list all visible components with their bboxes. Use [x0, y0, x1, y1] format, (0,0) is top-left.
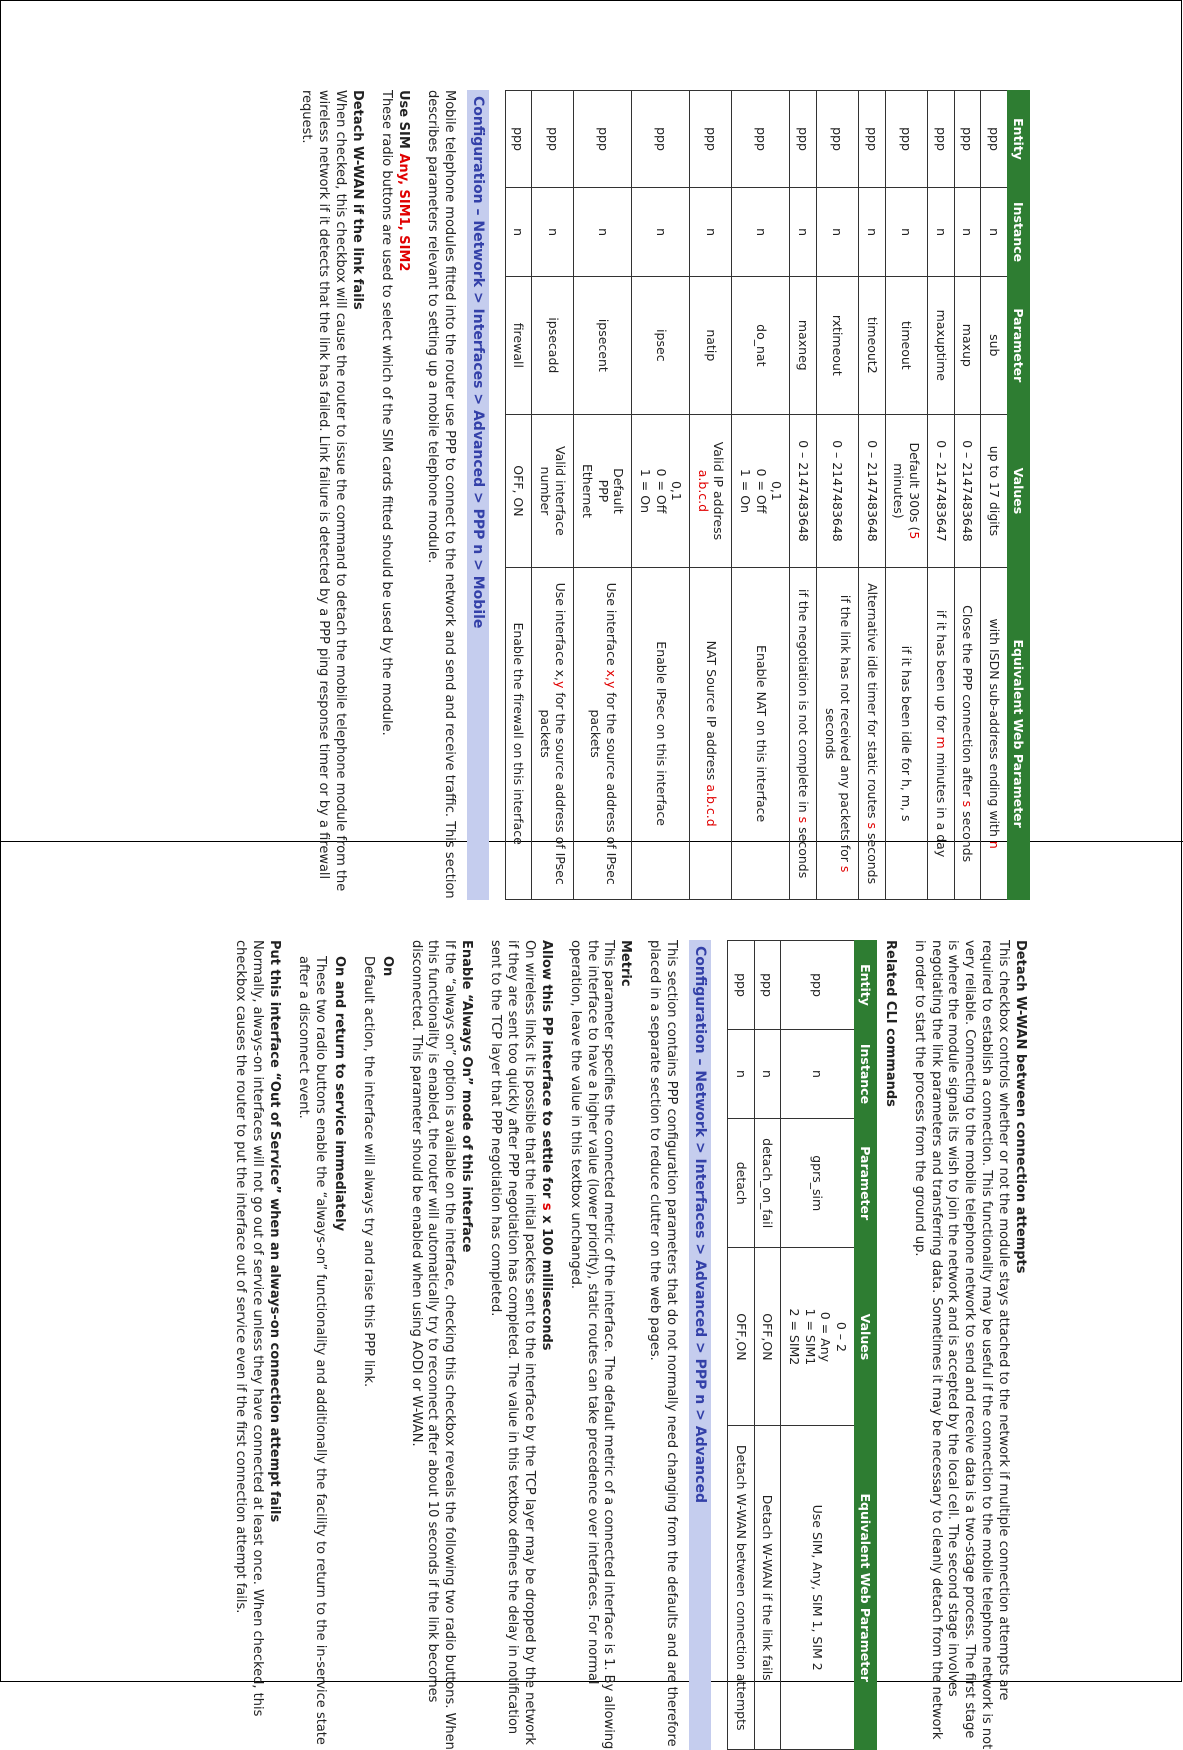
- values-line: Default: [611, 468, 627, 514]
- cell-parameter: detach: [728, 1118, 755, 1247]
- always-on-options: [294, 940, 394, 1750]
- web-variable: m: [933, 736, 949, 749]
- web-variable: n: [987, 840, 1002, 849]
- table-row: [505, 91, 532, 900]
- cell-web-parameter: Enable the firewall on this interface: [505, 568, 532, 900]
- cell-parameter: rxtimeout: [817, 277, 859, 415]
- cell-instance: n: [728, 1029, 755, 1118]
- use-sim-options: Any, SIM1, SIM2: [395, 153, 411, 272]
- cell-entity: ppp: [954, 91, 981, 188]
- detach-between-heading: Detach W-WAN between connection attempts: [1013, 940, 1028, 1274]
- web-text-end: seconds: [864, 829, 880, 885]
- cell-values: OFF, ON: [505, 414, 532, 568]
- web-variable: s: [864, 822, 880, 830]
- cell-web-parameter: if it has been idle for h, m, s: [885, 568, 927, 900]
- header-entity: Entity: [1008, 91, 1030, 188]
- cell-values: [574, 414, 632, 568]
- cell-parameter: maxneg: [790, 277, 817, 415]
- values-line: 2 = SIM2: [787, 1308, 802, 1366]
- cell-values: 0 – 2147483648: [817, 414, 859, 568]
- out-of-service-heading: Put this interface “Out of Service” when an always-on connection attempt fails: [267, 940, 283, 1523]
- cell-web-parameter: [532, 568, 574, 900]
- cell-parameter: detach_on_fail: [754, 1118, 781, 1247]
- web-variable: s: [796, 816, 811, 824]
- table-header-row: [1008, 91, 1030, 900]
- table-row: [954, 91, 981, 900]
- always-on-heading: Enable “Always On” mode of this interface: [459, 940, 475, 1253]
- web-text: with ISDN sub-address ending with: [987, 618, 1002, 841]
- advanced-intro: This section contains PPP configuration parameters that do not normally need changing from the defaults and are therefore placed in a separate section to reduce clutter on the web pages.: [647, 940, 680, 1747]
- web-text: Close the PPP connection after: [960, 605, 976, 801]
- header-parameter: Parameter: [1008, 277, 1030, 415]
- cell-instance: n: [859, 188, 886, 277]
- cell-parameter: maxuptime: [928, 277, 955, 415]
- table-header-row: [854, 941, 876, 1750]
- values-variable: a.b.c.d: [695, 469, 711, 513]
- cell-values: [732, 414, 790, 568]
- web-text: Alternative idle timer for static routes: [864, 583, 880, 823]
- cell-web-parameter: [690, 568, 732, 900]
- values-line: 0 = Any: [818, 1311, 834, 1363]
- web-text: Use interface: [603, 582, 619, 670]
- cell-values: 0 – 2147483648: [954, 414, 981, 568]
- settle-heading-end: x 100 milliseconds: [538, 1210, 554, 1351]
- values-line: 0,1: [669, 480, 685, 501]
- cell-instance: n: [732, 188, 790, 277]
- cell-web-parameter: Detach W-WAN between connection attempts: [728, 1426, 755, 1750]
- table-row: [632, 91, 690, 900]
- cell-values: [885, 414, 927, 568]
- table-row: [532, 91, 574, 900]
- header-instance: Instance: [854, 1029, 876, 1118]
- web-text: if the link has not received any packets for: [838, 594, 854, 866]
- header-parameter: Parameter: [854, 1118, 876, 1247]
- settle-description: On wireless links it is possible that the initial packets sent to the interface by the TCP layer may be dropped by the network if they are sent too quickly after PPP negotiation has completed. The value in this textbox defines the delay in notification sent to the TCP layer that PPP negotiation has completed.: [488, 940, 537, 1745]
- values-text: Default 300s (: [907, 442, 923, 532]
- cell-instance: n: [532, 188, 574, 277]
- cell-instance: n: [790, 188, 817, 277]
- table-row: [754, 941, 781, 1750]
- cell-instance: n: [574, 188, 632, 277]
- cell-entity: ppp: [505, 91, 532, 188]
- cell-values: up to 17 digits: [981, 414, 1008, 568]
- values-line: 1 = SIM1: [802, 1308, 818, 1366]
- web-variable: s: [838, 865, 854, 873]
- mobile-intro: Mobile telephone modules fitted into the router use PPP to connect to the network and send and receive traffic. This section describes parameters relevant to setting up a mobile telephone module.: [424, 90, 457, 899]
- cell-web-parameter: [790, 568, 817, 900]
- web-text-end: for the source address of IPsec packets: [537, 688, 569, 885]
- values-line: 1 = On: [738, 468, 754, 513]
- page-138: [0, 940, 1030, 1750]
- web-variable: s: [960, 800, 976, 808]
- cell-instance: n: [632, 188, 690, 277]
- values-text: Valid IP address: [711, 441, 727, 541]
- cell-entity: ppp: [859, 91, 886, 188]
- settle-heading-text: Allow this PP interface to settle for: [538, 940, 554, 1203]
- web-text: NAT Source IP address: [703, 640, 719, 785]
- header-web-parameter: Equivalent Web Parameter: [854, 1426, 876, 1750]
- table-row: [817, 91, 859, 900]
- cell-web-parameter: [954, 568, 981, 900]
- section-heading-mobile: Configuration – Network > Interfaces > Advanced > PPP n > Mobile: [467, 90, 489, 900]
- cell-values: 0 – 2147483648: [790, 414, 817, 568]
- table-row: [928, 91, 955, 900]
- header-instance: Instance: [1008, 188, 1030, 277]
- table-row: [885, 91, 927, 900]
- cell-entity: ppp: [817, 91, 859, 188]
- table-row: [574, 91, 632, 900]
- web-text-end: seconds: [796, 823, 811, 879]
- settle-heading: [537, 940, 554, 1750]
- cell-web-parameter: [817, 568, 859, 900]
- cell-entity: ppp: [690, 91, 732, 188]
- table-row: [690, 91, 732, 900]
- table-row: [859, 91, 886, 900]
- cell-web-parameter: Use SIM, Any, SIM 1, SIM 2: [781, 1426, 855, 1750]
- values-line: Ethernet: [580, 464, 596, 518]
- cell-parameter: do_nat: [732, 277, 790, 415]
- web-variable: a.b.c.d: [703, 784, 719, 827]
- cell-instance: n: [505, 188, 532, 277]
- header-entity: Entity: [854, 941, 876, 1030]
- detach-between-description: This checkbox controls whether or not the module stays attached to the network if multiple connection attempts are required to establish a connection. This functionality may be useful if the connection to the mobile telephone network is not very reliable. Connecting to the mobile telephone network to send and receive data is a two-stage process. The first stage is where the module signals its wish to join the network and is accepted by the local cell. The second stage involves negotiating the link parameters and transferring data. Sometimes it may be necessary to cleanly detach from the network in order to start the process from the ground up.: [911, 940, 1012, 1750]
- web-text: if it has been up for: [933, 610, 949, 737]
- cell-parameter: gprs_sim: [781, 1118, 855, 1247]
- cell-web-parameter: [574, 568, 632, 900]
- cell-entity: ppp: [732, 91, 790, 188]
- web-variable: y: [553, 681, 569, 689]
- use-sim-label: Use SIM: [395, 90, 411, 154]
- cell-values: [781, 1248, 855, 1426]
- cell-instance: n: [754, 1029, 781, 1118]
- values-line: 0 = Off: [753, 468, 769, 514]
- cell-instance: n: [885, 188, 927, 277]
- header-values: Values: [1008, 414, 1030, 568]
- detach-fail-description: When checked, this checkbox will cause the router to issue the command to detach the mobile telephone module from the wireless network if it detects that the link has failed. Link failure is detected by a PPP ping response timer or by a firewall request.: [299, 90, 349, 892]
- table-row: [790, 91, 817, 900]
- cell-entity: ppp: [885, 91, 927, 188]
- web-text: Use interface x,: [553, 582, 569, 681]
- values-line: PPP: [595, 479, 611, 503]
- on-return-heading: On and return to service immediately: [331, 956, 347, 1232]
- cell-values: [632, 414, 690, 568]
- cell-values: OFF,ON: [728, 1248, 755, 1426]
- header-values: Values: [854, 1248, 876, 1426]
- values-variable: 5: [907, 531, 923, 540]
- web-text: if the negotiation is not complete in: [796, 589, 811, 817]
- values-line: 0 – 2: [833, 1321, 849, 1352]
- cli-table-137: [505, 90, 1030, 900]
- cell-instance: n: [781, 1029, 855, 1118]
- cell-parameter: maxup: [954, 277, 981, 415]
- cell-values: Valid interface number: [532, 414, 574, 568]
- section-heading-advanced: Configuration – Network > Interfaces > Advanced > PPP n > Advanced: [689, 940, 711, 1750]
- cell-parameter: timeout2: [859, 277, 886, 415]
- cell-parameter: timeout: [885, 277, 927, 415]
- cli-table-138: [727, 940, 877, 1750]
- cell-parameter: firewall: [505, 277, 532, 415]
- on-return-description: These two radio buttons enable the “always-on” functionality and additionally the facility to return to the in-service state after a disconnect event.: [296, 956, 328, 1745]
- cell-instance: n: [817, 188, 859, 277]
- cell-instance: n: [690, 188, 732, 277]
- cell-web-parameter: [859, 568, 886, 900]
- cell-parameter: ipsecadd: [532, 277, 574, 415]
- always-on-description: If the “always on” option is available on the interface, checking this checkbox reveals the following two radio buttons. When this functionality is enabled, the router will automatically try to reconnect after about 10 seconds if the link becomes disconnected. This parameter should be enabled when using AODI or W-WAN.: [408, 940, 458, 1750]
- cell-entity: ppp: [728, 941, 755, 1030]
- cell-instance: n: [981, 188, 1008, 277]
- cell-values: 0 – 2147483648: [859, 414, 886, 568]
- settle-heading-variable: s: [538, 1202, 554, 1211]
- cell-entity: ppp: [632, 91, 690, 188]
- table-row: [732, 91, 790, 900]
- use-sim-heading: [394, 90, 411, 900]
- detach-fail-heading: Detach W-WAN if the link fails: [350, 90, 366, 310]
- cell-parameter: sub: [981, 277, 1008, 415]
- metric-heading: Metric: [618, 940, 634, 987]
- page-137: [0, 90, 1030, 900]
- header-web-parameter: Equivalent Web Parameter: [1008, 568, 1030, 900]
- table-row: [981, 91, 1008, 900]
- out-of-service-description: Normally, always-on interfaces will not go out of service unless they have connected at least once. When checked, this checkbox causes the router to put the interface out of service even if the first connection attempt fails.: [233, 940, 266, 1717]
- web-text-end: seconds: [960, 807, 976, 863]
- cell-parameter: ipsecent: [574, 277, 632, 415]
- values-line: 0,1: [769, 480, 785, 501]
- cell-values: [690, 414, 732, 568]
- cell-instance: n: [928, 188, 955, 277]
- cell-values: 0 – 2147483647: [928, 414, 955, 568]
- cell-parameter: natip: [690, 277, 732, 415]
- on-heading: On: [379, 956, 395, 977]
- cell-web-parameter: [928, 568, 955, 900]
- cell-entity: ppp: [574, 91, 632, 188]
- cell-entity: ppp: [981, 91, 1008, 188]
- cell-web-parameter: Enable IPsec on this interface: [632, 568, 690, 900]
- use-sim-description: These radio buttons are used to select which of the SIM cards fitted should be used by the module.: [378, 90, 394, 736]
- cell-entity: ppp: [928, 91, 955, 188]
- cell-values: OFF,ON: [754, 1248, 781, 1426]
- cell-web-parameter: [981, 568, 1008, 900]
- on-description: Default action, the interface will always try and raise this PPP link.: [360, 956, 376, 1388]
- values-line: 1 = On: [638, 468, 653, 513]
- cell-web-parameter: Detach W-WAN if the link fails: [754, 1426, 781, 1750]
- values-text-end: minutes): [891, 463, 907, 519]
- table-row: [781, 941, 855, 1750]
- cell-entity: ppp: [790, 91, 817, 188]
- web-variable: x,y: [603, 669, 619, 689]
- cell-entity: ppp: [781, 941, 855, 1030]
- cell-web-parameter: Enable NAT on this interface: [732, 568, 790, 900]
- cell-parameter: ipsec: [632, 277, 690, 415]
- table-row: [728, 941, 755, 1750]
- metric-description: This parameter specifies the connected metric of the interface. The default metric of a connected interface is 1. By allowing the interface to have a higher value (lower priority), static routes can take precedence over interfaces. For normal operation, leave the value in this textbox unchanged.: [567, 940, 617, 1750]
- cell-entity: ppp: [754, 941, 781, 1030]
- web-text-end: for the source address of IPsec packets: [587, 688, 619, 885]
- web-text-end: minutes in a day: [933, 748, 949, 858]
- web-text-end: seconds: [822, 708, 838, 760]
- cell-instance: n: [954, 188, 981, 277]
- values-line: 0 = Off: [653, 468, 669, 514]
- cell-entity: ppp: [532, 91, 574, 188]
- related-cli-heading: Related CLI commands: [882, 940, 898, 1107]
